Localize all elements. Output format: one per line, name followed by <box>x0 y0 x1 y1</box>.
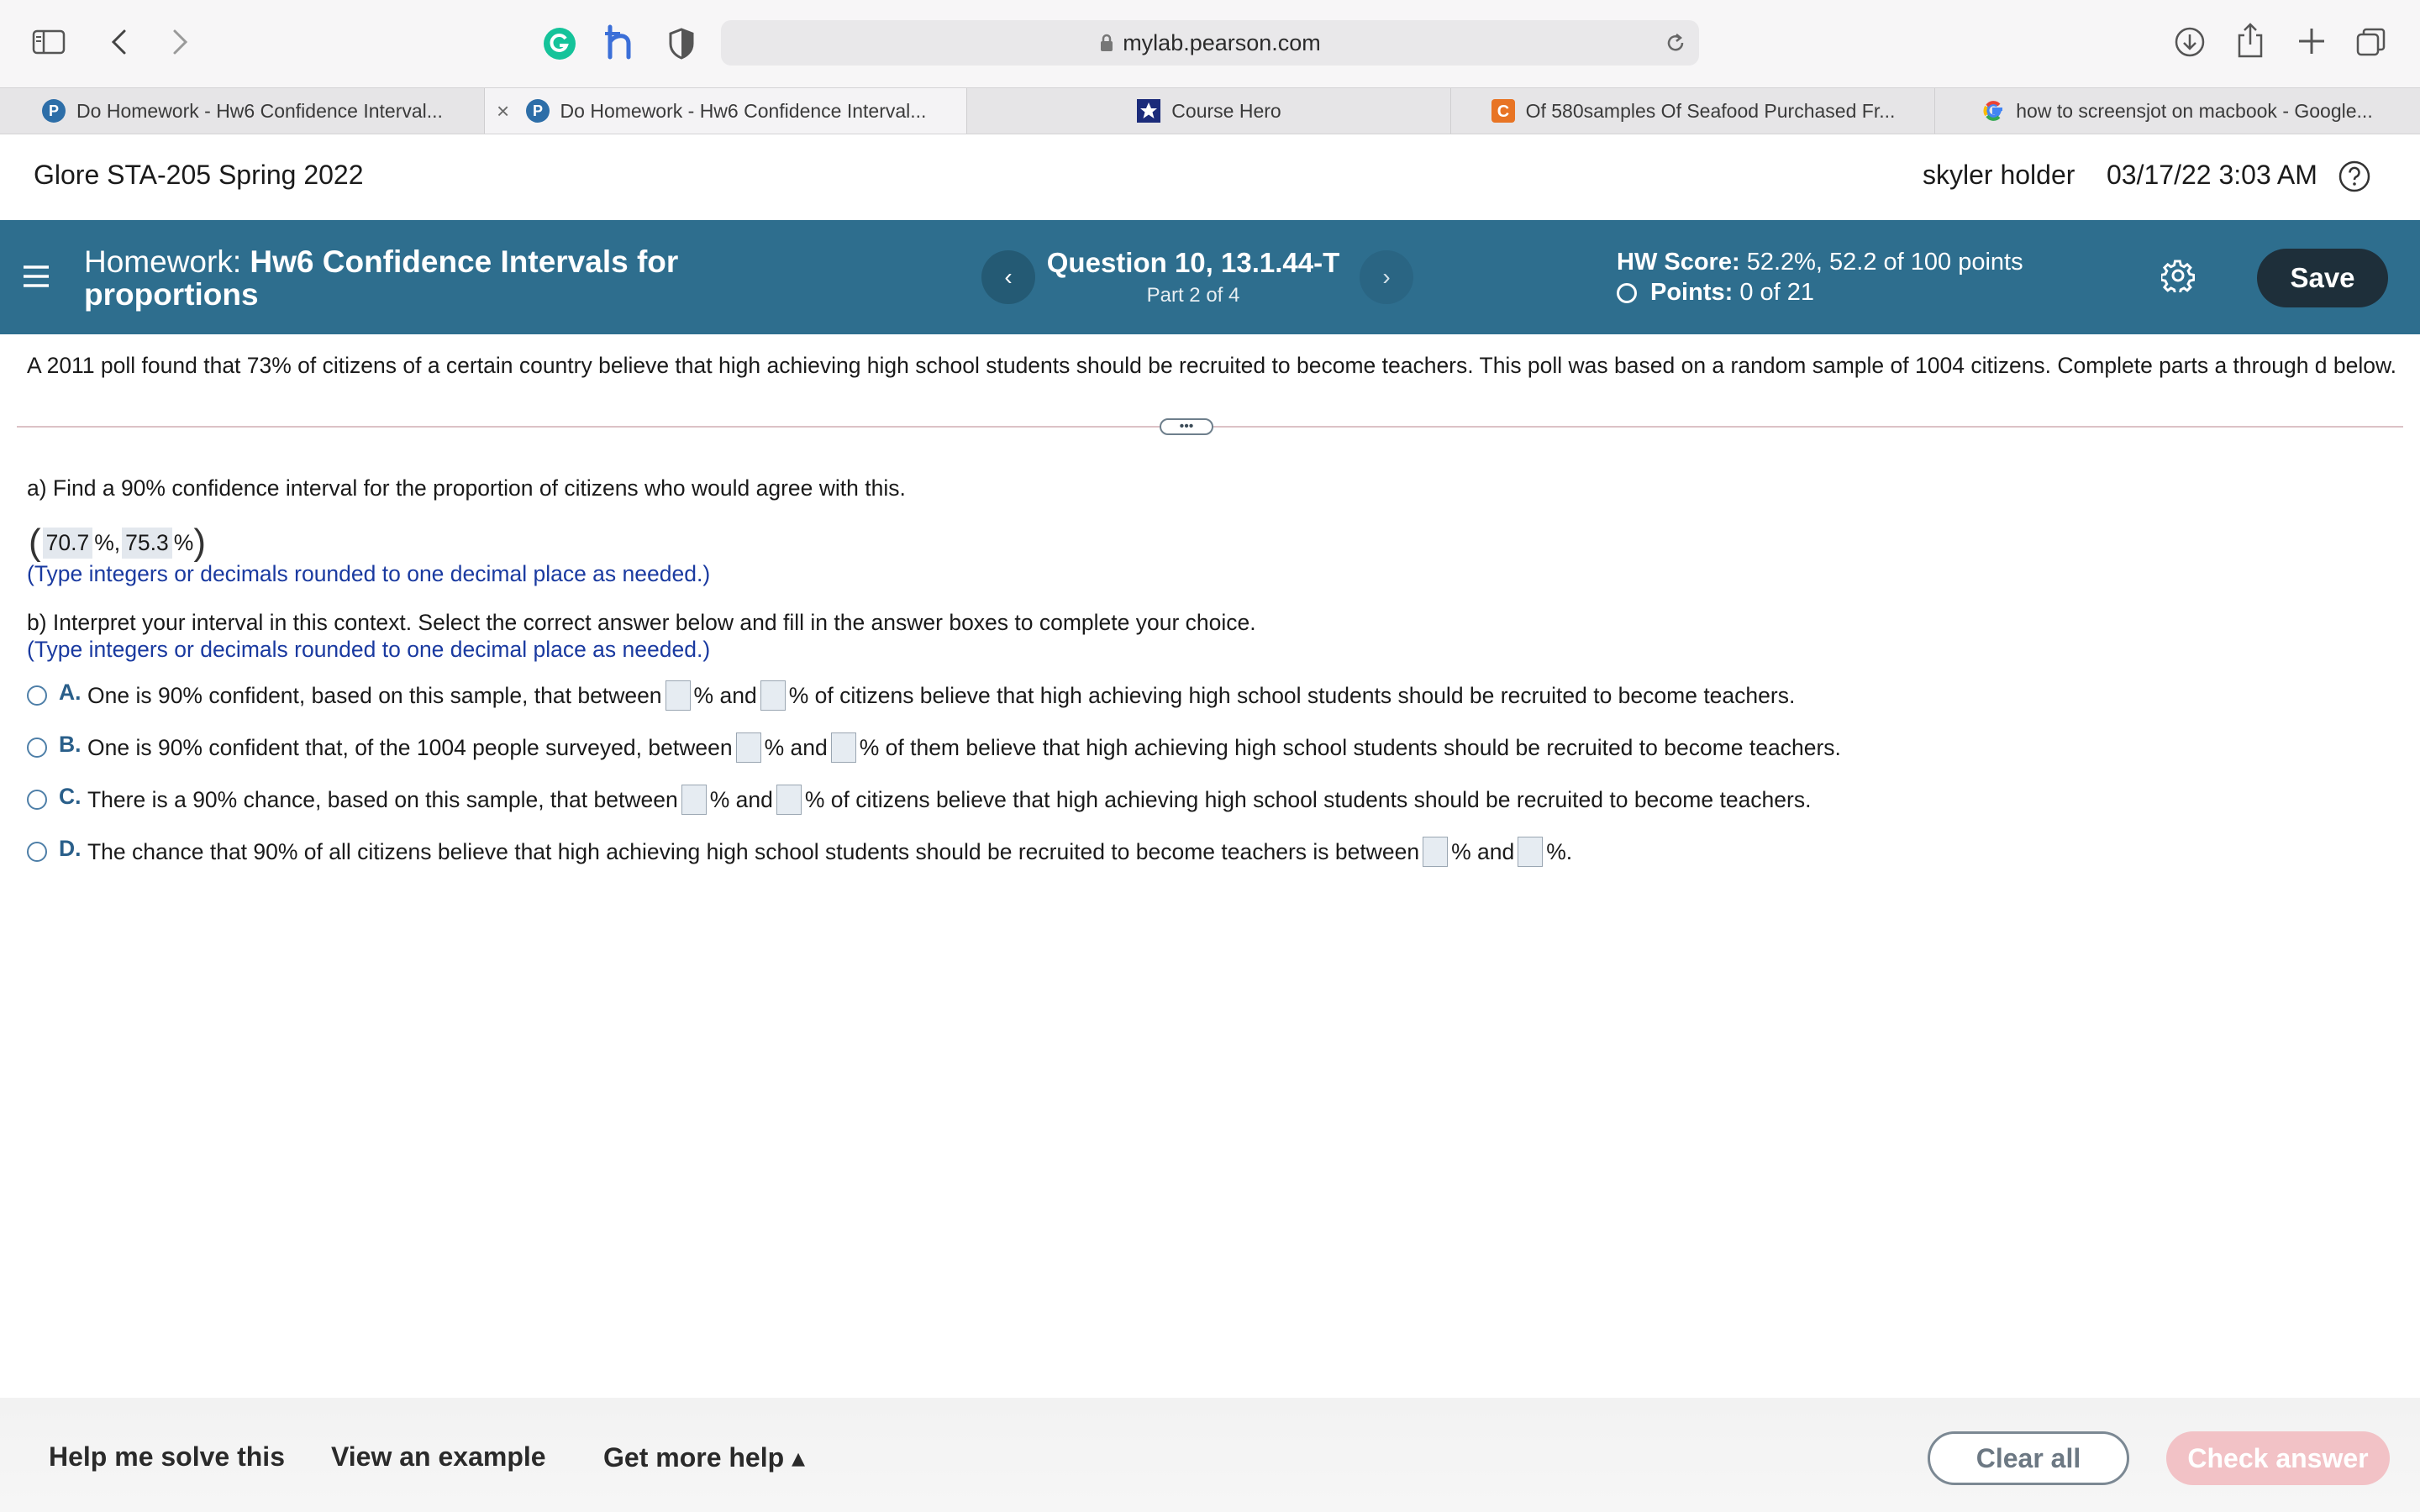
question-stem: A 2011 poll found that 73% of citizens of a certain country believe that high achieving high school students should be recruited to become teachers. This poll was based on a random sample of 1004 citizens. Complete parts a through d below. <box>27 353 2397 378</box>
lock-icon <box>1099 34 1114 52</box>
url-text: mylab.pearson.com <box>1123 29 1321 55</box>
choice-text-mid: % and <box>709 786 773 812</box>
radio-button[interactable] <box>27 685 47 706</box>
sidebar-toggle-icon[interactable] <box>32 29 66 55</box>
forward-icon[interactable] <box>165 27 195 57</box>
choice-a[interactable] <box>27 680 1795 711</box>
part-a-prompt: a) Find a 90% confidence interval for the proportion of citizens who would agree with this. <box>27 475 906 501</box>
browser-tab[interactable] <box>1934 88 2420 134</box>
choice-letter: D. <box>59 835 82 861</box>
browser-tab[interactable] <box>966 88 1450 134</box>
clear-all-button[interactable]: Clear all <box>1928 1431 2129 1485</box>
svg-text:P: P <box>49 102 60 119</box>
homework-name-line2: proportions <box>84 277 259 312</box>
tab-label: Do Homework - Hw6 Confidence Interval... <box>560 99 927 122</box>
pct-separator: %, <box>94 529 121 555</box>
tab-label: Of 580samples Of Seafood Purchased Fr... <box>1525 99 1896 122</box>
answer-box[interactable] <box>1423 837 1448 867</box>
radio-button[interactable] <box>27 842 47 862</box>
close-paren: ) <box>193 522 206 563</box>
downloads-icon[interactable] <box>2173 25 2207 59</box>
share-icon[interactable] <box>2235 22 2265 59</box>
homework-title <box>84 245 723 311</box>
answer-box[interactable] <box>736 732 761 763</box>
reload-icon[interactable] <box>1664 31 1687 60</box>
gear-icon[interactable] <box>2161 259 2195 297</box>
svg-text:C: C <box>1497 102 1509 121</box>
grammarly-extension-icon[interactable] <box>543 27 576 60</box>
homework-name-line1: Hw6 Confidence Intervals for <box>250 244 679 279</box>
question-title: Question 10, 13.1.44-T <box>1046 247 1340 278</box>
tab-label: Course Hero <box>1171 99 1281 122</box>
hw-score-label: HW Score: <box>1617 249 1740 276</box>
choice-text-pre: One is 90% confident, based on this sample, that between <box>87 682 662 708</box>
get-more-help-link[interactable]: Get more help ▴ <box>603 1442 806 1473</box>
coursehero-icon <box>1136 98 1161 123</box>
choice-c[interactable] <box>27 785 1811 815</box>
choice-text-pre: There is a 90% chance, based on this sample, that between <box>87 786 678 812</box>
datetime: 03/17/22 3:03 AM <box>2107 160 2317 190</box>
choice-text-post: %. <box>1546 838 1573 864</box>
browser-tab[interactable] <box>0 88 484 134</box>
answer-box[interactable] <box>666 680 691 711</box>
pct-end: % <box>173 529 194 555</box>
pearson-icon <box>525 98 550 123</box>
part-b-prompt: b) Interpret your interval in this context. Select the correct answer below and fill in the answer boxes to complete your choice. <box>27 610 1256 635</box>
pearson-icon <box>41 98 66 123</box>
hw-score <box>1617 249 2023 276</box>
radio-button[interactable] <box>27 790 47 810</box>
new-tab-icon[interactable] <box>2296 25 2328 57</box>
homework-bar <box>0 220 2420 334</box>
chegg-icon <box>1491 98 1516 123</box>
points-value: 0 of 21 <box>1739 279 1815 306</box>
choice-text-pre: One is 90% confident that, of the 1004 people surveyed, between <box>87 734 733 760</box>
hw-score-value: 52.2%, 52.2 of 100 points <box>1746 249 2023 276</box>
choice-text-post: % of them believe that high achieving high school students should be recruited to become teachers. <box>859 734 1841 760</box>
upper-bound-input[interactable]: 75.3 <box>122 528 172 559</box>
save-button[interactable]: Save <box>2257 249 2388 307</box>
question-points <box>1617 279 1814 307</box>
expand-more-button[interactable]: ••• <box>1160 418 1213 435</box>
check-answer-button[interactable]: Check answer <box>2166 1431 2390 1485</box>
homework-label: Homework: <box>84 244 242 279</box>
address-bar[interactable] <box>721 20 1699 66</box>
honey-extension-icon[interactable] <box>603 24 637 62</box>
privacy-shield-icon[interactable] <box>667 27 696 60</box>
answer-box[interactable] <box>681 785 707 815</box>
choice-text-post: % of citizens believe that high achieving high school students should be recruited to become teachers. <box>804 786 1812 812</box>
choice-text-mid: % and <box>764 734 828 760</box>
part-a-answer <box>29 522 206 563</box>
help-footer <box>0 1398 2420 1512</box>
tab-label: Do Homework - Hw6 Confidence Interval... <box>76 99 443 122</box>
choice-b[interactable] <box>27 732 1841 763</box>
course-title[interactable]: Glore STA-205 Spring 2022 <box>34 160 364 190</box>
browser-toolbar <box>0 0 2420 87</box>
lower-bound-input[interactable]: 70.7 <box>43 528 93 559</box>
course-header <box>0 134 2420 220</box>
browser-tab-active[interactable] <box>484 88 966 134</box>
help-icon[interactable] <box>2338 160 2371 197</box>
answer-box[interactable] <box>831 732 856 763</box>
view-example-link[interactable]: View an example <box>331 1441 546 1472</box>
svg-text:P: P <box>532 102 543 119</box>
points-label: Points: <box>1650 279 1733 306</box>
previous-question-button[interactable]: ‹ <box>981 250 1035 304</box>
tab-label: how to screensjot on macbook - Google... <box>2016 99 2373 122</box>
choice-letter: A. <box>59 679 82 705</box>
choice-text-pre: The chance that 90% of all citizens believe that high achieving high school students should be recruited to become teachers is between <box>87 838 1420 864</box>
part-b-hint: (Type integers or decimals rounded to one decimal place as needed.) <box>27 637 711 662</box>
part-a-hint: (Type integers or decimals rounded to one decimal place as needed.) <box>27 561 711 586</box>
browser-tab[interactable] <box>1450 88 1934 134</box>
choice-text-mid: % and <box>693 682 757 708</box>
choice-letter: B. <box>59 731 82 757</box>
choice-letter: C. <box>59 783 82 809</box>
radio-button[interactable] <box>27 738 47 758</box>
close-tab-icon[interactable]: × <box>497 98 510 123</box>
choice-text-post: % of citizens believe that high achieving high school students should be recruited to become teachers. <box>788 682 1796 708</box>
question-part: Part 2 of 4 <box>1146 284 1240 307</box>
tab-bar <box>0 87 2420 134</box>
points-status-icon <box>1617 283 1637 303</box>
google-icon <box>1982 99 2006 123</box>
back-icon[interactable] <box>104 27 134 57</box>
menu-icon[interactable] <box>22 264 50 293</box>
answer-box[interactable] <box>760 680 786 711</box>
answer-box[interactable] <box>1518 837 1543 867</box>
help-me-solve-link[interactable]: Help me solve this <box>49 1441 285 1472</box>
user-name[interactable]: skyler holder <box>1923 160 2075 190</box>
open-paren: ( <box>29 522 41 563</box>
choice-d[interactable] <box>27 837 1572 867</box>
answer-box[interactable] <box>776 785 802 815</box>
tab-overview-icon[interactable] <box>2354 25 2388 59</box>
next-question-button[interactable]: › <box>1360 250 1413 304</box>
choice-text-mid: % and <box>1451 838 1515 864</box>
